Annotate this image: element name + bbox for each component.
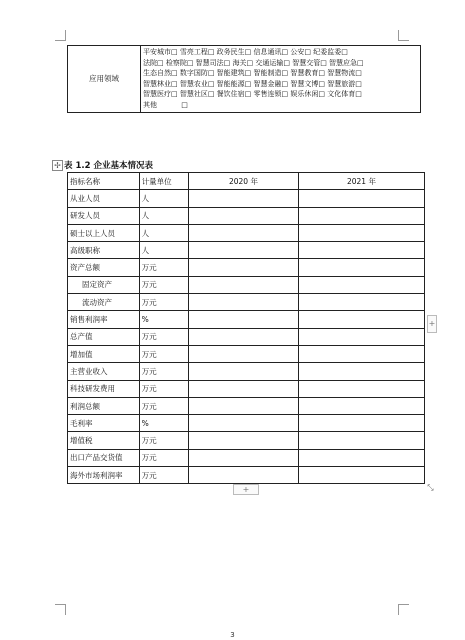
cell-2021[interactable] <box>298 276 424 293</box>
row-unit: 万元 <box>139 345 188 362</box>
application-domain-table <box>67 45 421 113</box>
cell-2020[interactable] <box>189 259 299 276</box>
option-line: 法院□ 检察院□ 智慧司法□ 海关□ 交通运输□ 智慧交管□ 智慧应急□ <box>143 58 364 67</box>
row-unit: 万元 <box>139 328 188 345</box>
table-row <box>68 224 425 241</box>
cell-2021[interactable] <box>298 397 424 414</box>
option-line: 生态自然□ 数字国防□ 智能建筑□ 智能制造□ 智慧教育□ 智慧物流□ <box>143 69 362 78</box>
row-unit: 万元 <box>139 294 188 311</box>
row-name: 增值税 <box>68 432 140 449</box>
header-indicator-name: 指标名称 <box>68 173 140 190</box>
row-name: 海外市场利润率 <box>68 467 140 484</box>
crop-mark-top-left <box>55 30 66 41</box>
cell-2021[interactable] <box>298 467 424 484</box>
table-row <box>68 363 425 380</box>
application-domain-options[interactable] <box>141 46 421 113</box>
row-unit: 人 <box>139 242 188 259</box>
table-row <box>68 190 425 207</box>
table-row <box>68 207 425 224</box>
crop-mark-top-right <box>398 30 409 41</box>
checkbox-icon[interactable]: □ <box>181 100 188 109</box>
cell-2020[interactable] <box>189 224 299 241</box>
cell-2020[interactable] <box>189 380 299 397</box>
cell-2020[interactable] <box>189 207 299 224</box>
resize-icon[interactable]: ⤡ <box>427 483 434 492</box>
cell-2021[interactable] <box>298 363 424 380</box>
cell-2020[interactable] <box>189 415 299 432</box>
table-header-row <box>68 173 425 190</box>
row-unit: 人 <box>139 190 188 207</box>
row-unit: % <box>139 415 188 432</box>
enterprise-basic-info-table <box>67 172 425 484</box>
cell-2021[interactable] <box>298 311 424 328</box>
add-row-button[interactable]: + <box>233 484 259 495</box>
cell-2021[interactable] <box>298 207 424 224</box>
row-name: 科技研发费用 <box>68 380 140 397</box>
crop-mark-bottom-right <box>398 604 409 615</box>
row-unit: 万元 <box>139 449 188 466</box>
table-row <box>68 380 425 397</box>
cell-2021[interactable] <box>298 415 424 432</box>
table-row <box>68 432 425 449</box>
cell-2021[interactable] <box>298 190 424 207</box>
row-name: 出口产品交货值 <box>68 449 140 466</box>
row-unit: 人 <box>139 224 188 241</box>
table-row <box>68 242 425 259</box>
cell-2020[interactable] <box>189 311 299 328</box>
option-line: 智慧林业□ 智慧农业□ 智能能源□ 智慧金融□ 智慧文博□ 智慧旅游□ <box>143 79 362 88</box>
table-row <box>68 397 425 414</box>
option-line: 智慧医疗□ 智慧社区□ 餐饮住宿□ 零售连锁□ 娱乐休闲□ 文化体育□ <box>143 90 362 99</box>
cell-2020[interactable] <box>189 449 299 466</box>
cell-2021[interactable] <box>298 242 424 259</box>
table-row <box>68 467 425 484</box>
row-name: 主营业收入 <box>68 363 140 380</box>
header-unit: 计量单位 <box>139 173 188 190</box>
page-number: 3 <box>230 631 235 639</box>
table-row <box>68 311 425 328</box>
application-domain-label: 应用领域 <box>68 46 141 113</box>
cell-2021[interactable] <box>298 224 424 241</box>
row-unit: 万元 <box>139 397 188 414</box>
cell-2020[interactable] <box>189 467 299 484</box>
cell-2020[interactable] <box>189 276 299 293</box>
cell-2020[interactable] <box>189 345 299 362</box>
table-row <box>68 276 425 293</box>
table-insert-column-handle[interactable]: + <box>427 315 437 333</box>
table-row <box>68 328 425 345</box>
cell-2020[interactable] <box>189 242 299 259</box>
row-unit: 万元 <box>139 432 188 449</box>
table-row <box>68 449 425 466</box>
option-line <box>143 100 418 111</box>
cell-2020[interactable] <box>189 328 299 345</box>
row-name: 从业人员 <box>68 190 140 207</box>
row-name: 固定资产 <box>68 276 140 293</box>
option-other: 其他 <box>143 100 157 109</box>
row-name: 硕士以上人员 <box>68 224 140 241</box>
row-name: 总产值 <box>68 328 140 345</box>
cell-2020[interactable] <box>189 432 299 449</box>
cell-2020[interactable] <box>189 294 299 311</box>
row-unit: 万元 <box>139 380 188 397</box>
cell-2021[interactable] <box>298 328 424 345</box>
row-name: 增加值 <box>68 345 140 362</box>
row-unit: 人 <box>139 207 188 224</box>
table-row <box>68 294 425 311</box>
crop-mark-bottom-left <box>55 604 66 615</box>
cell-2021[interactable] <box>298 380 424 397</box>
table-row <box>68 415 425 432</box>
row-unit: % <box>139 311 188 328</box>
row-name: 资产总额 <box>68 259 140 276</box>
row-unit: 万元 <box>139 363 188 380</box>
row-name: 高级职称 <box>68 242 140 259</box>
move-icon[interactable]: ✢ <box>52 160 63 171</box>
row-unit: 万元 <box>139 467 188 484</box>
table-row <box>68 259 425 276</box>
cell-2021[interactable] <box>298 432 424 449</box>
cell-2020[interactable] <box>189 397 299 414</box>
row-name: 销售利润率 <box>68 311 140 328</box>
cell-2021[interactable] <box>298 449 424 466</box>
cell-2021[interactable] <box>298 294 424 311</box>
header-year-2021: 2021 年 <box>298 173 424 190</box>
row-unit: 万元 <box>139 276 188 293</box>
row-name: 毛利率 <box>68 415 140 432</box>
cell-2021[interactable] <box>298 259 424 276</box>
row-name: 利润总额 <box>68 397 140 414</box>
row-name: 研发人员 <box>68 207 140 224</box>
header-year-2020: 2020 年 <box>189 173 299 190</box>
table-caption: 表 1.2 企业基本情况表 <box>64 161 153 171</box>
option-line: 平安城市□ 雪亮工程□ 政务民生□ 信息通讯□ 公安□ 纪委监委□ <box>143 48 348 56</box>
table-row <box>68 345 425 362</box>
row-unit: 万元 <box>139 259 188 276</box>
cell-2020[interactable] <box>189 363 299 380</box>
cell-2020[interactable] <box>189 190 299 207</box>
cell-2021[interactable] <box>298 345 424 362</box>
row-name: 流动资产 <box>68 294 140 311</box>
